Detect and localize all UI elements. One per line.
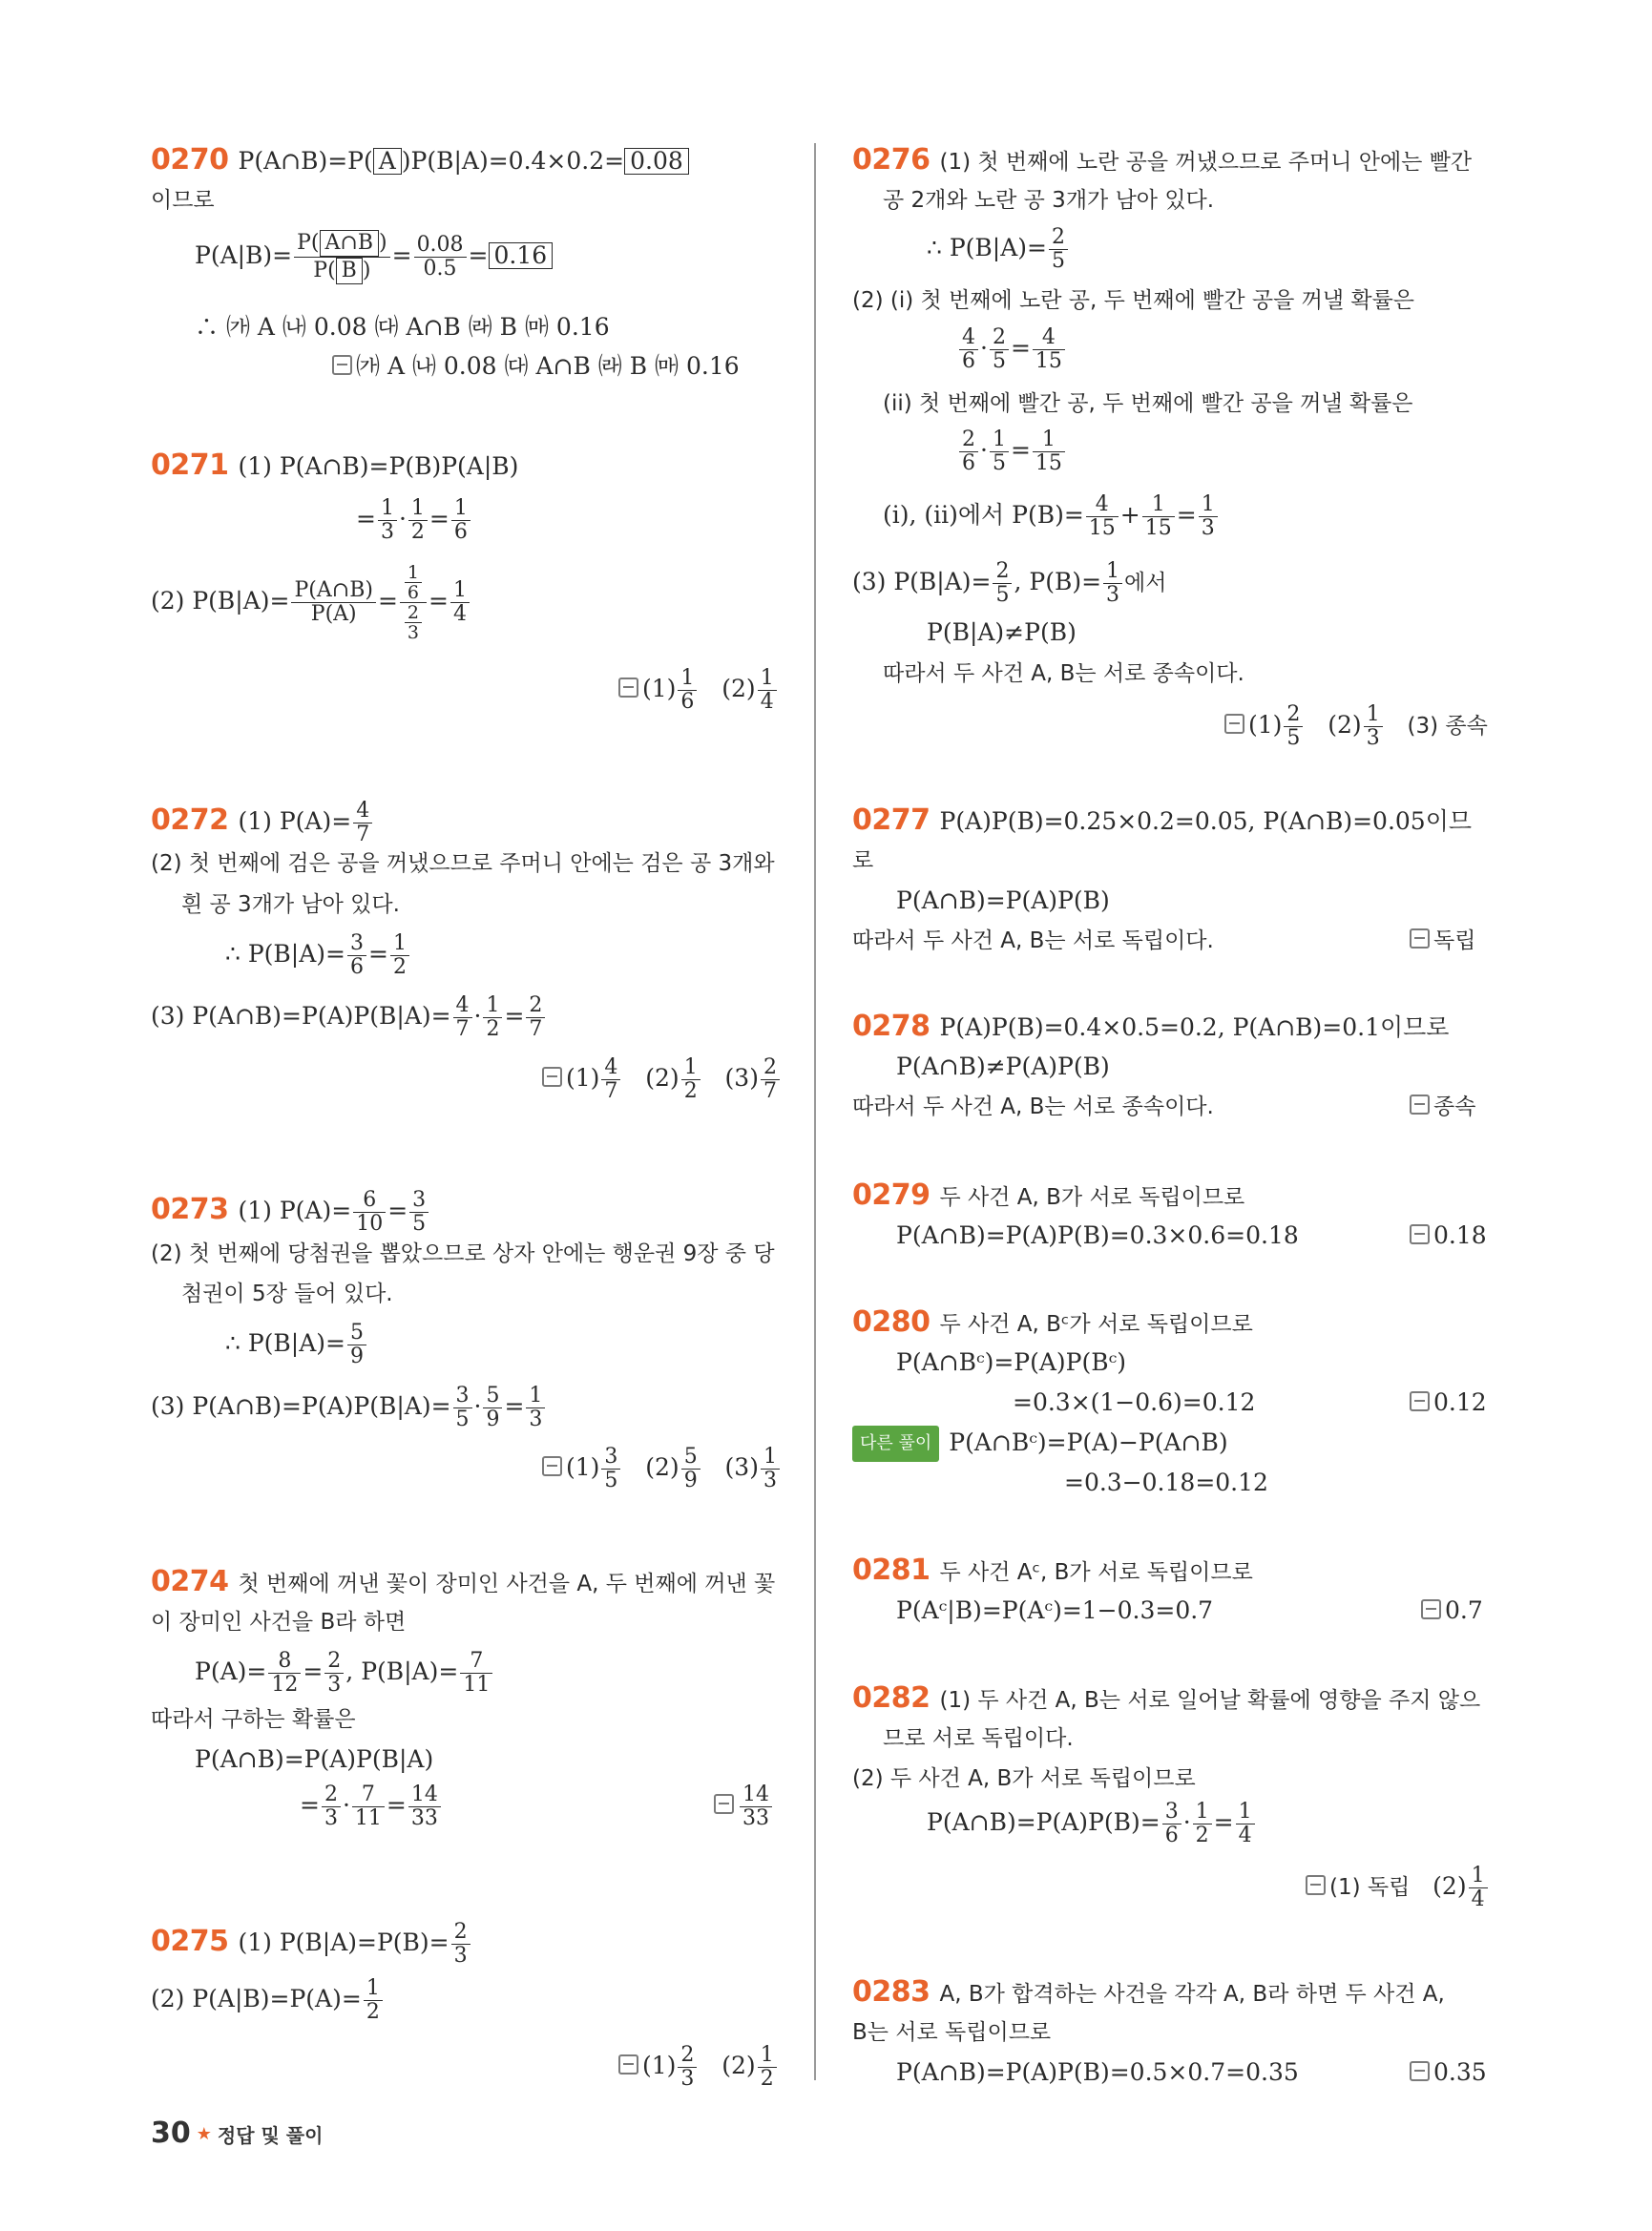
line xyxy=(151,448,518,484)
answer: (1) $\frac{4}{7}$ (2) $\frac{1}{2}$ (3) $\frac{2}{7}$ xyxy=(542,1050,782,1107)
text: (1) P(A∩B)=P(B)P(A|B) xyxy=(238,452,519,480)
fraction: $\frac{4}{7}$ xyxy=(353,800,372,846)
problem-number: 0280 xyxy=(852,1305,931,1339)
answer: (1) 독립 (2) $\frac{1}{4}$ xyxy=(1306,1858,1490,1916)
text: ) xyxy=(379,231,387,255)
answer: 0.35 xyxy=(1410,2055,1487,2090)
equation: (i), (ii)에서 P(B)= $\frac{4}{15}$ + $\frac{1}{15}$ = $\frac{1}{3}$ xyxy=(883,487,1220,544)
problem-number: 0283 xyxy=(852,1975,931,2009)
blank-box: 0.08 xyxy=(624,148,689,175)
equation: ∴ P(B|A)= $\frac{3}{6}$ = $\frac{1}{2}$ xyxy=(225,926,411,983)
answer-box-icon xyxy=(618,678,638,698)
answer: $\frac{14}{33}$ xyxy=(714,1777,774,1834)
problem-number: 0274 xyxy=(151,1565,229,1598)
fraction: $\frac{1}{4}$ xyxy=(450,579,470,626)
answer-box-icon xyxy=(1410,2061,1430,2081)
answer-box-icon xyxy=(1421,1599,1441,1619)
equation: P(A∩B)≠P(A)P(B) xyxy=(896,1053,1110,1080)
problem-number: 0276 xyxy=(852,143,931,177)
equation: P(A)= $\frac{8}{12}$ = $\frac{2}{3}$ , P(B|A)= $\frac{7}{11}$ xyxy=(195,1643,494,1700)
text-line: 첨권이 5장 들어 있다. xyxy=(181,1282,393,1306)
answer: 0.18 xyxy=(1410,1219,1487,1253)
problem-number: 0282 xyxy=(852,1681,931,1715)
text: = xyxy=(391,241,412,269)
text-line: 따라서 두 사건 A, B는 서로 종속이다. xyxy=(883,661,1244,686)
text: ) xyxy=(362,259,371,282)
line: 0274 첫 번째에 꺼낸 꽃이 장미인 사건을 A, 두 번째에 꺼낸 꽃 xyxy=(151,1565,776,1598)
text-line: B는 서로 독립이므로 xyxy=(852,2020,1052,2045)
fraction: $\frac{1}{2}$ xyxy=(408,497,428,544)
text-line: (2) 첫 번째에 검은 공을 꺼냈으므로 주머니 안에는 검은 공 3개와 xyxy=(151,851,775,876)
equation: $\frac{4}{6}$ · $\frac{2}{5}$ = $\frac{4}{15}$ xyxy=(957,320,1067,377)
complex-fraction: $\frac{\frac{1}{6}}{\frac{2}{3}}$ xyxy=(400,563,427,642)
equation: P(Aᶜ|B)=P(Aᶜ)=1−0.3=0.7 xyxy=(896,1596,1214,1624)
equation: = $\frac{1}{3}$ · $\frac{1}{2}$ = $\frac{1}{6}$ xyxy=(356,490,472,548)
fraction: $\frac{P(A\cap B)}{P(A)}$ xyxy=(291,579,375,626)
equation: P(A∩Bᶜ)=P(A)P(Bᶜ) xyxy=(896,1348,1127,1376)
line: 0279 두 사건 A, B가 서로 독립이므로 xyxy=(852,1178,1245,1212)
text-line: 로 xyxy=(852,848,874,873)
answer-box-icon xyxy=(1410,1095,1430,1115)
blank-box: A∩B xyxy=(320,230,380,257)
page-number: 30 xyxy=(151,2116,191,2150)
line: 0278 P(A)P(B)=0.4×0.5=0.2, P(A∩B)=0.1이므로 xyxy=(852,1010,1450,1043)
equation: = $\frac{2}{3}$ · $\frac{7}{11}$ = $\frac{14}{33}$ xyxy=(300,1777,443,1834)
equation: =0.3×(1−0.6)=0.12 xyxy=(1013,1388,1256,1416)
alt-solution: 다른 풀이 P(A∩Bᶜ)=P(A)−P(A∩B) xyxy=(852,1426,1228,1462)
answer: (1) $\frac{3}{5}$ (2) $\frac{5}{9}$ (3) $\frac{1}{3}$ xyxy=(542,1439,782,1496)
line: 0277 P(A)P(B)=0.25×0.2=0.05, P(A∩B)=0.05이므 xyxy=(852,803,1473,837)
answer-box-icon xyxy=(714,1794,734,1814)
text: P( xyxy=(297,231,320,255)
fraction: $\frac{1}{6}$ xyxy=(451,497,471,544)
text-line: 따라서 두 사건 A, B는 서로 독립이다. xyxy=(852,928,1214,953)
footer-title: 정답 및 풀이 xyxy=(217,2124,324,2147)
text-line: 이므로 xyxy=(151,188,215,213)
equation: P(B|A)≠P(B) xyxy=(927,618,1077,646)
blank-box: B xyxy=(336,258,363,284)
equation: P(A∩B)=P(A)P(B)= $\frac{3}{6}$ · $\frac{1}{2}$ = $\frac{1}{4}$ xyxy=(927,1794,1257,1851)
blank-box: A xyxy=(373,148,402,175)
text-line: 이 장미인 사건을 B라 하면 xyxy=(151,1610,407,1635)
equation: (2) P(A|B)=P(A)= $\frac{1}{2}$ xyxy=(151,1970,385,2028)
text-line: ∴ ㈎ A ㈏ 0.08 ㈐ A∩B ㈑ B ㈒ 0.16 xyxy=(195,313,610,341)
answer: (1) $\frac{2}{5}$ (2) $\frac{1}{3}$ (3) 종속 xyxy=(1224,697,1488,755)
answer-box-icon xyxy=(1224,714,1244,734)
answer: 0.12 xyxy=(1410,1386,1487,1420)
line: 0283 A, B가 합격하는 사건을 각각 A, B라 하면 두 사건 A, xyxy=(852,1975,1445,2009)
text: P( xyxy=(313,259,336,282)
text-line: (2) 첫 번째에 당첨권을 뽑았으므로 상자 안에는 행운권 9장 중 당 xyxy=(151,1241,775,1266)
answer: 독립 xyxy=(1410,924,1475,958)
problem-number: 0270 xyxy=(151,143,229,177)
problem-number: 0275 xyxy=(151,1925,229,1958)
equation: (3) P(A∩B)=P(A)P(B|A)= $\frac{3}{5}$ · $\frac{5}{9}$ = $\frac{1}{3}$ xyxy=(151,1378,547,1435)
line: 0280 두 사건 A, Bᶜ가 서로 독립이므로 xyxy=(852,1305,1253,1339)
text: = xyxy=(468,241,489,269)
answer-box-icon xyxy=(1410,1224,1430,1244)
answer-box-icon xyxy=(332,355,352,375)
equation: P(A∩B)=P(A)P(B|A) xyxy=(195,1745,434,1773)
equation: =0.3−0.18=0.12 xyxy=(1064,1469,1268,1496)
text-line: (2) 두 사건 A, B가 서로 독립이므로 xyxy=(852,1766,1196,1791)
answer-text: ㈎ A ㈏ 0.08 ㈐ A∩B ㈑ B ㈒ 0.16 xyxy=(356,352,740,380)
text-line: 므로 서로 독립이다. xyxy=(883,1726,1074,1751)
equation: P(A∩B)=P(A)P(B)=0.5×0.7=0.35 xyxy=(896,2058,1299,2086)
equation: (2) P(B|A)= $\frac{P(A\cap B)}{P(A)}$ = $\frac{\frac{1}{6}}{\frac{2}{3}}$ = $\frac{1}{4}$ xyxy=(151,549,471,654)
line: 0276 (1) 첫 번째에 노란 공을 꺼냈으므로 주머니 안에는 빨간 xyxy=(852,143,1473,177)
equation: $\frac{2}{6}$ · $\frac{1}{5}$ = $\frac{1}{15}$ xyxy=(957,422,1067,479)
line: 0272 (1) P(A)= $\frac{4}{7}$ xyxy=(151,792,374,850)
equation: (3) P(B|A)= $\frac{2}{5}$ , P(B)= $\frac{1}{3}$ 에서 xyxy=(852,559,1167,607)
answer-box-icon xyxy=(618,2054,638,2075)
equation: ∴ P(B|A)= $\frac{5}{9}$ xyxy=(225,1315,368,1372)
problem-number: 0272 xyxy=(151,803,229,837)
equation: ∴ P(B|A)= $\frac{2}{5}$ xyxy=(927,219,1070,277)
answer-box-icon xyxy=(1410,928,1430,949)
problem-number: 0271 xyxy=(151,448,229,482)
problem-number: 0277 xyxy=(852,803,931,837)
equation: P(A∩B)=P(A)P(B)=0.3×0.6=0.18 xyxy=(896,1221,1299,1249)
line: 0281 두 사건 Aᶜ, B가 서로 독립이므로 xyxy=(852,1553,1253,1587)
answer-box-icon xyxy=(1306,1875,1326,1895)
line: 0282 (1) 두 사건 A, B는 서로 일어날 확률에 영향을 주지 않으 xyxy=(852,1681,1481,1715)
problem-number: 0278 xyxy=(852,1010,931,1043)
column-divider xyxy=(814,143,816,2080)
problem-number: 0273 xyxy=(151,1193,229,1226)
answer-box-icon xyxy=(542,1067,562,1087)
equation: P(A∩B)=P(A)P(B) xyxy=(896,886,1110,914)
fraction: $\frac{0.08}{0.5}$ xyxy=(414,234,467,281)
answer: 0.7 xyxy=(1421,1594,1483,1628)
line xyxy=(151,143,689,178)
fraction xyxy=(294,230,389,284)
answer: 종속 xyxy=(1410,1090,1475,1124)
equation: (3) P(A∩B)=P(A)P(B|A)= $\frac{4}{7}$ · $\frac{1}{2}$ = $\frac{2}{7}$ xyxy=(151,988,547,1045)
answer: (1) $\frac{2}{3}$ (2) $\frac{1}{2}$ xyxy=(618,2037,779,2095)
alt-solution-tag: 다른 풀이 xyxy=(852,1426,939,1462)
problem-number: 0279 xyxy=(852,1178,931,1212)
equation xyxy=(195,227,553,284)
text-line: 따라서 두 사건 A, B는 서로 종속이다. xyxy=(852,1095,1214,1119)
blank-box: 0.16 xyxy=(489,242,554,269)
text-line: 흰 공 3개가 남아 있다. xyxy=(181,892,400,917)
text: P(A|B)= xyxy=(195,241,293,269)
line: 0273 (1) P(A)= $\frac{6}{10}$ = $\frac{3}{5}$ xyxy=(151,1181,430,1240)
problem-number: 0281 xyxy=(852,1553,931,1587)
fraction: $\frac{1}{3}$ xyxy=(378,497,397,544)
text: )P(B|A)=0.4×0.2= xyxy=(401,147,625,175)
star-icon: ★ xyxy=(196,2124,212,2144)
answer-box-icon xyxy=(1410,1391,1430,1411)
answer: (1) $\frac{1}{6}$ (2) $\frac{1}{4}$ xyxy=(618,660,779,718)
answer-box-icon xyxy=(542,1456,562,1476)
text: P(A∩B)=P( xyxy=(238,147,373,175)
text-line: (2) (i) 첫 번째에 노란 공, 두 번째에 빨간 공을 꺼낼 확률은 xyxy=(852,288,1415,313)
line: 0275 (1) P(B|A)=P(B)= $\frac{2}{3}$ xyxy=(151,1913,472,1971)
page-footer xyxy=(151,2116,323,2150)
text-line: 따라서 구하는 확률은 xyxy=(151,1707,356,1732)
text-line: 공 2개와 노란 공 3개가 남아 있다. xyxy=(883,188,1215,213)
text-line: (ii) 첫 번째에 빨간 공, 두 번째에 빨간 공을 꺼낼 확률은 xyxy=(883,391,1413,416)
answer xyxy=(332,349,740,384)
